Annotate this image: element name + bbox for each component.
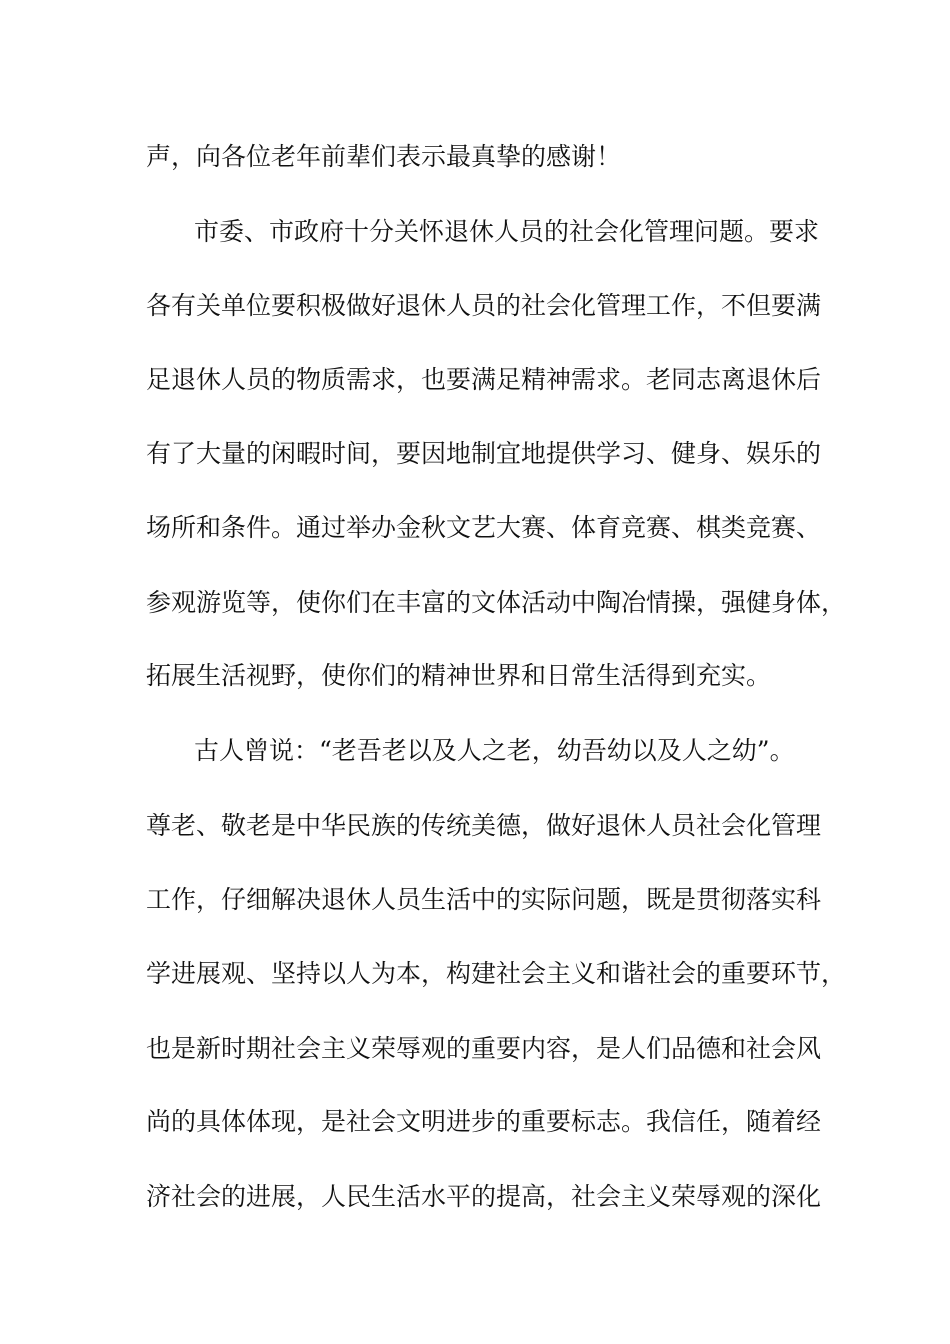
text-line-5: 有了大量的闲暇时间，要因地制宜地提供学习、健身、娱乐的 (146, 439, 822, 468)
text-line-12: 学进展观、坚持以人为本，构建社会主义和谐社会的重要环节， (146, 959, 847, 988)
text-line-9: 古人曾说：“老吾老以及人之老，幼吾幼以及人之幼”。 (194, 736, 795, 765)
text-line-11: 工作，仔细解决退休人员生活中的实际问题，既是贯彻落实科 (146, 885, 822, 914)
text-line-10: 尊老、敬老是中华民族的传统美德，做好退休人员社会化管理 (146, 811, 822, 840)
text-line-15: 济社会的进展，人民生活水平的提高，社会主义荣辱观的深化 (146, 1182, 822, 1211)
text-line-1: 声，向各位老年前辈们表示最真挚的感谢！ (146, 142, 622, 171)
text-line-3: 各有关单位要积极做好退休人员的社会化管理工作，不但要满 (146, 291, 822, 320)
text-line-13: 也是新时期社会主义荣辱观的重要内容，是人们品德和社会风 (146, 1034, 822, 1063)
text-line-14: 尚的具体体现，是社会文明进步的重要标志。我信任，随着经 (146, 1107, 822, 1136)
text-line-4: 足退休人员的物质需求，也要满足精神需求。老同志离退休后 (146, 365, 822, 394)
text-line-8: 拓展生活视野，使你们的精神世界和日常生活得到充实。 (146, 661, 772, 690)
text-line-2: 市委、市政府十分关怀退休人员的社会化管理问题。要求 (194, 217, 820, 246)
text-line-6: 场所和条件。通过举办金秋文艺大赛、体育竞赛、棋类竞赛、 (146, 513, 822, 542)
text-line-7: 参观游览等，使你们在丰富的文体活动中陶冶情操，强健身体， (146, 588, 847, 617)
